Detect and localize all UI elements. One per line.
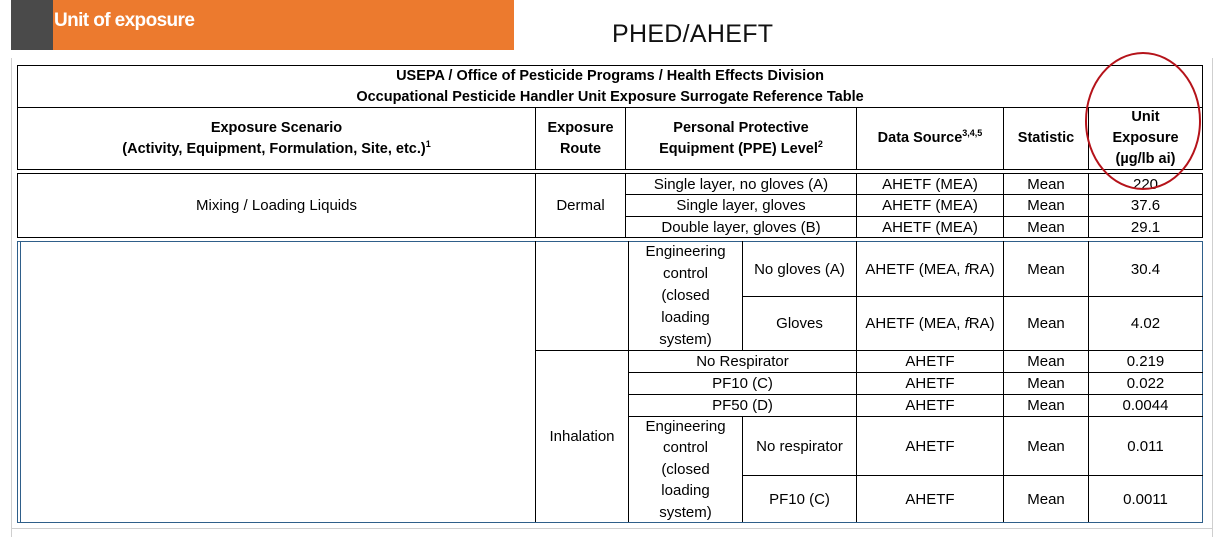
header-exposure-scenario: Exposure Scenario (Activity, Equipment, Formulation, Site, etc.)$^1$ [122, 119, 431, 157]
unit-exposure-value: 0.0044 [1122, 397, 1169, 414]
source-cell: AHETF (MEA) [882, 175, 978, 193]
unit-exposure-value: 0.011 [1127, 437, 1164, 455]
statistic-cell: Mean [1027, 260, 1065, 278]
statistic-cell: Mean [1027, 490, 1065, 508]
source-cell: AHETF [905, 437, 955, 455]
statistic-cell: Mean [1027, 353, 1065, 370]
document-title: PHED/AHEFT [612, 20, 774, 48]
route-dermal: Dermal [556, 197, 605, 214]
unit-exposure-value: 30.4 [1130, 260, 1161, 278]
statistic-cell: Mean [1027, 375, 1065, 392]
header-statistic: Statistic [1017, 130, 1075, 146]
section-banner [11, 0, 514, 50]
source-cell: AHETF (MEA, fRA) [865, 315, 995, 332]
unit-exposure-value: 0.219 [1126, 353, 1165, 370]
header-ppe-level: Personal Protective Equipment (PPE) Level$^2$ [659, 119, 823, 157]
ppe-cell: No Respirator [696, 353, 789, 370]
engineering-control-group: Engineering control (closed loading system) [645, 417, 726, 521]
ppe-cell: Single layer, no gloves (A) [653, 175, 829, 193]
ppe-cell: PF50 (D) [712, 397, 773, 414]
source-cell: AHETF [905, 397, 955, 414]
ppe-cell: PF10 (C) [769, 490, 830, 508]
source-cell: AHETF [905, 490, 955, 508]
header-data-source: Data Source$^{3,4,5}$ [877, 128, 983, 146]
source-cell: AHETF (MEA) [882, 218, 978, 236]
ppe-cell: Gloves [776, 315, 823, 332]
route-inhalation: Inhalation [549, 428, 615, 445]
statistic-cell: Mean [1027, 397, 1065, 414]
banner-accent-strip [11, 0, 53, 50]
unit-exposure-value: 4.02 [1130, 315, 1161, 332]
unit-exposure-value: 220 [1132, 175, 1159, 193]
frame-left-rule [11, 58, 12, 537]
source-cell: AHETF [905, 375, 955, 392]
statistic-cell: Mean [1027, 197, 1065, 214]
source-cell: AHETF (MEA, fRA) [865, 260, 995, 278]
statistic-cell: Mean [1027, 218, 1065, 236]
ppe-cell: No gloves (A) [754, 260, 845, 278]
unit-exposure-value: 37.6 [1130, 197, 1161, 214]
highlight-circle-annotation [1085, 52, 1201, 190]
table-caption [18, 66, 1202, 107]
frame-right-rule [1212, 58, 1213, 537]
unit-exposure-value: 0.022 [1126, 375, 1165, 392]
engineering-control-group: Engineering control (closed loading system) [645, 243, 726, 348]
header-exposure-route: Exposure Route [547, 119, 614, 157]
scenario-mixing-loading-liquids: Mixing / Loading Liquids [196, 197, 357, 214]
statistic-cell: Mean [1027, 175, 1065, 193]
ppe-cell: No respirator [756, 437, 843, 455]
frame-bottom-rule [11, 528, 1213, 529]
ppe-cell: Single layer, gloves [676, 197, 806, 214]
header-unit-exposure: Unit Exposure (µg/lb ai) [1112, 109, 1179, 167]
statistic-cell: Mean [1027, 315, 1065, 332]
ppe-cell: Double layer, gloves (B) [661, 218, 821, 236]
statistic-cell: Mean [1027, 437, 1065, 455]
source-cell: AHETF [905, 353, 955, 370]
ppe-cell: PF10 (C) [712, 375, 773, 392]
table-caption-line2: Occupational Pesticide Handler Unit Exposure Surrogate Reference Table [356, 88, 864, 105]
table-caption-line1: USEPA / Office of Pesticide Programs / Health Effects Division [396, 67, 824, 84]
unit-exposure-value: 0.0011 [1123, 490, 1168, 508]
banner-title: Unit of exposure [54, 10, 195, 31]
unit-exposure-value: 29.1 [1130, 218, 1161, 236]
source-cell: AHETF (MEA) [882, 197, 978, 214]
